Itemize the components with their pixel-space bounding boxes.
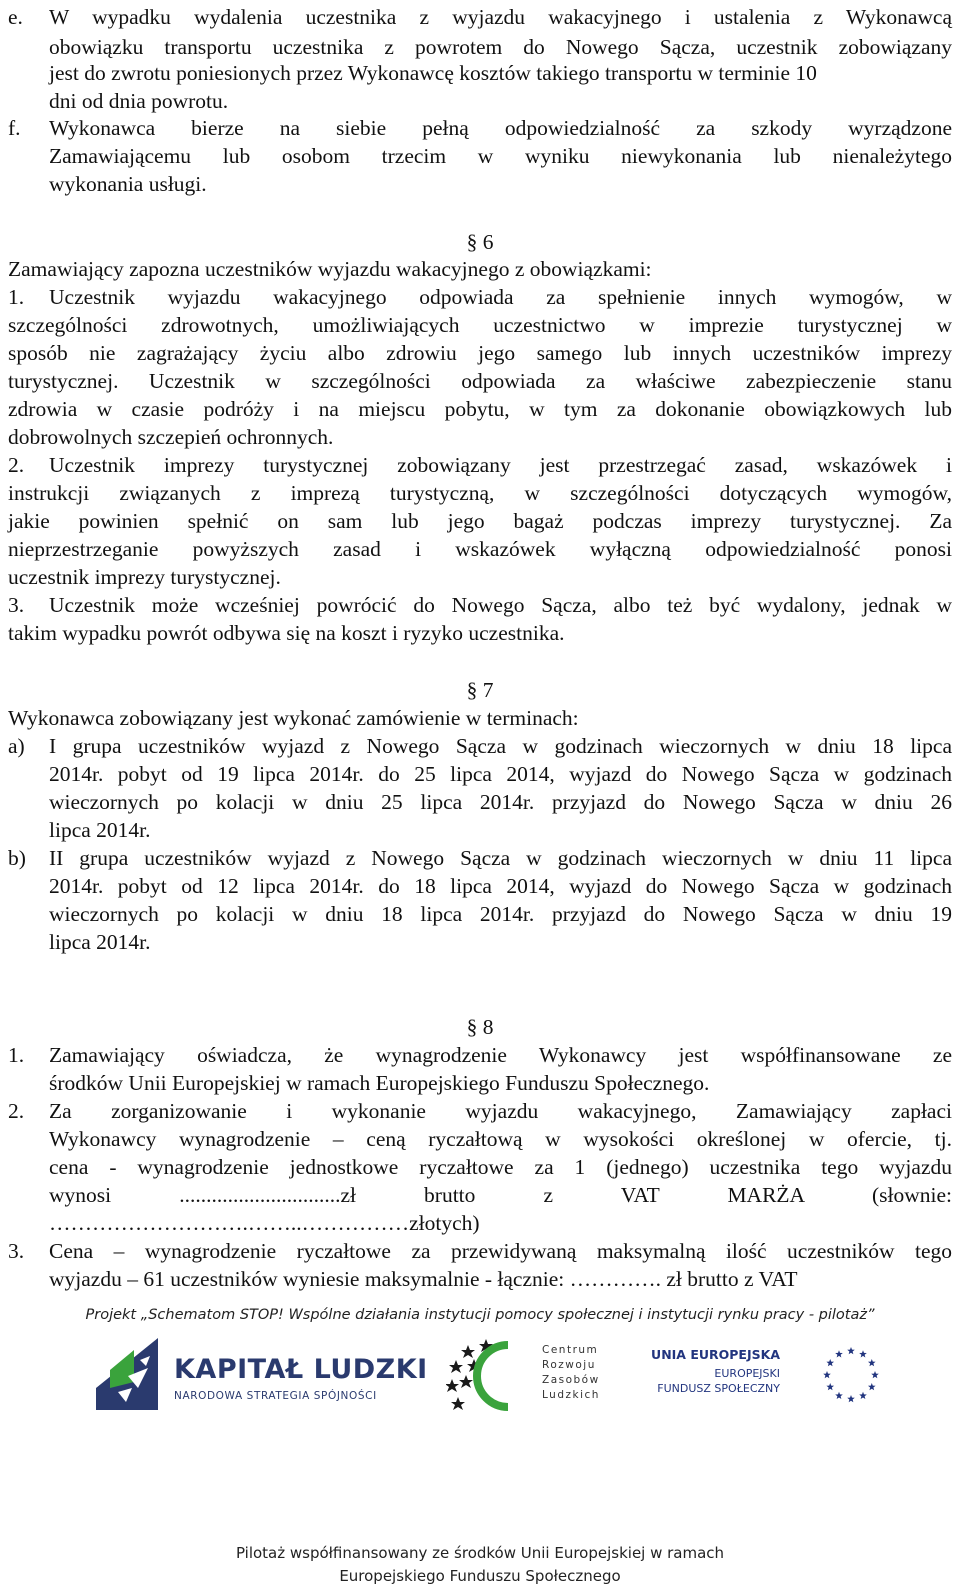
sec7-item-a-line: lipca 2014r. bbox=[49, 818, 151, 842]
section-6-heading: § 6 bbox=[466, 230, 494, 254]
sec8-item-2-line: ……………………….……..……………złotych) bbox=[49, 1211, 480, 1235]
section-7-heading: § 7 bbox=[466, 678, 494, 702]
sec7-item-b-line: II grupa uczestników wyjazd z Nowego Sącza w godzinach wieczornych w dniu 11 lipca bbox=[49, 846, 952, 870]
eu-title: UNIA EUROPEJSKA bbox=[651, 1347, 780, 1362]
item-e-marker: e. bbox=[8, 5, 23, 29]
crzl-logo bbox=[446, 1335, 600, 1415]
sec6-item-2-line: instrukcji związanych z imprezą turystyczną, w szczególności dotyczących wymogów, bbox=[8, 481, 952, 505]
sec7-item-b-line: 2014r. pobyt od 12 lipca 2014r. do 18 lipca 2014, wyjazd do Nowego Sącza w godzinach bbox=[49, 874, 952, 898]
sec6-item-1-line: zdrowia w czasie podróży i na miejscu pobytu, w tym za dokonanie obowiązkowych lub bbox=[8, 397, 952, 421]
footer-project-line: Projekt „Schematom STOP! Wspólne działania instytucji pomocy społecznej i instytucji rynku pracy - pilotaż” bbox=[85, 1307, 875, 1323]
eu-flag-icon bbox=[796, 1340, 906, 1410]
crzl-line: Zasobów bbox=[542, 1374, 600, 1386]
eu-line: EUROPEJSKI bbox=[714, 1367, 780, 1380]
footer-cofinancing-line: Europejskiego Funduszu Społecznego bbox=[339, 1567, 621, 1585]
sec6-item-1-marker: 1. bbox=[8, 285, 25, 309]
sec6-item-2-line: uczestnik imprezy turystycznej. bbox=[8, 565, 281, 589]
sec8-item-2-marker: 2. bbox=[8, 1099, 25, 1123]
sec6-item-3-line: takim wypadku powrót odbywa się na koszt i ryzyko uczestnika. bbox=[8, 621, 565, 645]
eu-line: FUNDUSZ SPOŁECZNY bbox=[657, 1382, 780, 1395]
item-f-line: Zamawiającemu lub osobom trzecim w wyniku niewykonania lub nienależytego bbox=[49, 144, 952, 168]
item-e-line: dni od dnia powrotu. bbox=[49, 89, 229, 113]
section-8-heading: § 8 bbox=[466, 1015, 494, 1039]
crzl-line: Centrum bbox=[542, 1344, 599, 1356]
sec8-item-2-line: cena - wynagrodzenie jednostkowe ryczałtowe za 1 (jednego) uczestnika tego wyjazdu bbox=[49, 1155, 952, 1179]
sec6-item-1-line: dobrowolnych szczepień ochronnych. bbox=[8, 425, 334, 449]
sec8-item-3-marker: 3. bbox=[8, 1239, 25, 1263]
sec8-item-2-line: wynosi ..............................zł brutto z VAT MARŻA (słownie: bbox=[49, 1183, 952, 1207]
sec6-item-2-line: jakie powinien spełnić on sam lub jego bagaż podczas imprezy turystycznej. Za bbox=[8, 509, 952, 533]
item-e-line: jest do zwrotu poniesionych przez Wykonawcę kosztów takiego transportu w terminie 10 bbox=[49, 61, 817, 85]
sec6-item-2-line: Uczestnik imprezy turystycznej zobowiązany jest przestrzegać zasad, wskazówek i bbox=[49, 453, 952, 477]
sec6-item-1-line: szczególności zdrowotnych, umożliwiających uczestnictwo w imprezie turystycznej w bbox=[8, 313, 952, 337]
sec7-item-b-line: lipca 2014r. bbox=[49, 930, 151, 954]
sec8-item-1-line: Zamawiający oświadcza, że wynagrodzenie Wykonawcy jest współfinansowane ze bbox=[49, 1043, 952, 1067]
sec8-item-2-line: Wykonawcy wynagrodzenie – ceną ryczałtową w wysokości określonej w ofercie, tj. bbox=[49, 1127, 952, 1151]
item-f-marker: f. bbox=[8, 116, 21, 140]
kapital-ludzki-title: KAPITAŁ LUDZKI bbox=[174, 1354, 428, 1385]
item-e-line: W wypadku wydalenia uczestnika z wyjazdu wakacyjnego i ustalenia z Wykonawcą bbox=[49, 5, 952, 29]
kapital-ludzki-logo bbox=[88, 1330, 428, 1420]
kapital-ludzki-emblem-icon bbox=[88, 1330, 168, 1420]
section-6-intro: Zamawiający zapozna uczestników wyjazdu wakacyjnego z obowiązkami: bbox=[8, 257, 652, 281]
sec7-item-a-line: wieczornych po kolacji w dniu 25 lipca 2014r. przyjazd do Nowego Sącza w dniu 26 bbox=[49, 790, 952, 814]
sec6-item-2-marker: 2. bbox=[8, 453, 25, 477]
sec6-item-3-line: Uczestnik może wcześniej powrócić do Nowego Sącza, albo też być wydalony, jednak w bbox=[49, 593, 952, 617]
sec7-item-a-line: 2014r. pobyt od 19 lipca 2014r. do 25 lipca 2014, wyjazd do Nowego Sącza w godzinach bbox=[49, 762, 952, 786]
sec7-item-a-marker: a) bbox=[8, 734, 25, 758]
sec8-item-1-line: środków Unii Europejskiej w ramach Europejskiego Funduszu Społecznego. bbox=[49, 1071, 710, 1095]
sec8-item-3-line: wyjazdu – 61 uczestników wyniesie maksymalnie - łącznie: …………. zł brutto z VAT bbox=[49, 1267, 798, 1291]
footer-cofinancing-line: Pilotaż współfinansowany ze środków Unii Europejskiej w ramach bbox=[235, 1544, 725, 1562]
sec7-item-b-line: wieczornych po kolacji w dniu 18 lipca 2014r. przyjazd do Nowego Sącza w dniu 19 bbox=[49, 902, 952, 926]
eu-logo bbox=[650, 1340, 940, 1410]
crzl-line: Ludzkich bbox=[542, 1389, 600, 1401]
sec6-item-1-line: sposób nie zagrażający życiu albo zdrowiu jego samego lub innych uczestników imprezy bbox=[8, 341, 952, 365]
sec6-item-1-line: Uczestnik wyjazdu wakacyjnego odpowiada za spełnienie innych wymogów, w bbox=[49, 285, 952, 309]
crzl-stars-icon bbox=[446, 1335, 536, 1415]
item-f-line: Wykonawca bierze na siebie pełną odpowiedzialność za szkody wyrządzone bbox=[49, 116, 952, 140]
sec8-item-2-line: Za zorganizowanie i wykonanie wyjazdu wakacyjnego, Zamawiający zapłaci bbox=[49, 1099, 952, 1123]
sec8-item-1-marker: 1. bbox=[8, 1043, 25, 1067]
item-e-line: obowiązku transportu uczestnika z powrotem do Nowego Sącza, uczestnik zobowiązany bbox=[49, 35, 952, 59]
section-7-intro: Wykonawca zobowiązany jest wykonać zamówienie w terminach: bbox=[8, 706, 579, 730]
crzl-line: Rozwoju bbox=[542, 1359, 596, 1371]
sec6-item-3-marker: 3. bbox=[8, 593, 25, 617]
sec8-item-3-line: Cena – wynagrodzenie ryczałtowe za przewidywaną maksymalną ilość uczestników tego bbox=[49, 1239, 952, 1263]
sec7-item-b-marker: b) bbox=[8, 846, 26, 870]
sec6-item-1-line: turystycznej. Uczestnik w szczególności odpowiada za właściwe zabezpieczenie stanu bbox=[8, 369, 952, 393]
sec6-item-2-line: nieprzestrzeganie powyższych zasad i wskazówek wyłączną odpowiedzialność ponosi bbox=[8, 537, 952, 561]
item-f-line: wykonania usługi. bbox=[49, 172, 207, 196]
sec7-item-a-line: I grupa uczestników wyjazd z Nowego Sącza w godzinach wieczornych w dniu 18 lipca bbox=[49, 734, 952, 758]
kapital-ludzki-subtitle: NARODOWA STRATEGIA SPÓJNOŚCI bbox=[174, 1390, 377, 1402]
